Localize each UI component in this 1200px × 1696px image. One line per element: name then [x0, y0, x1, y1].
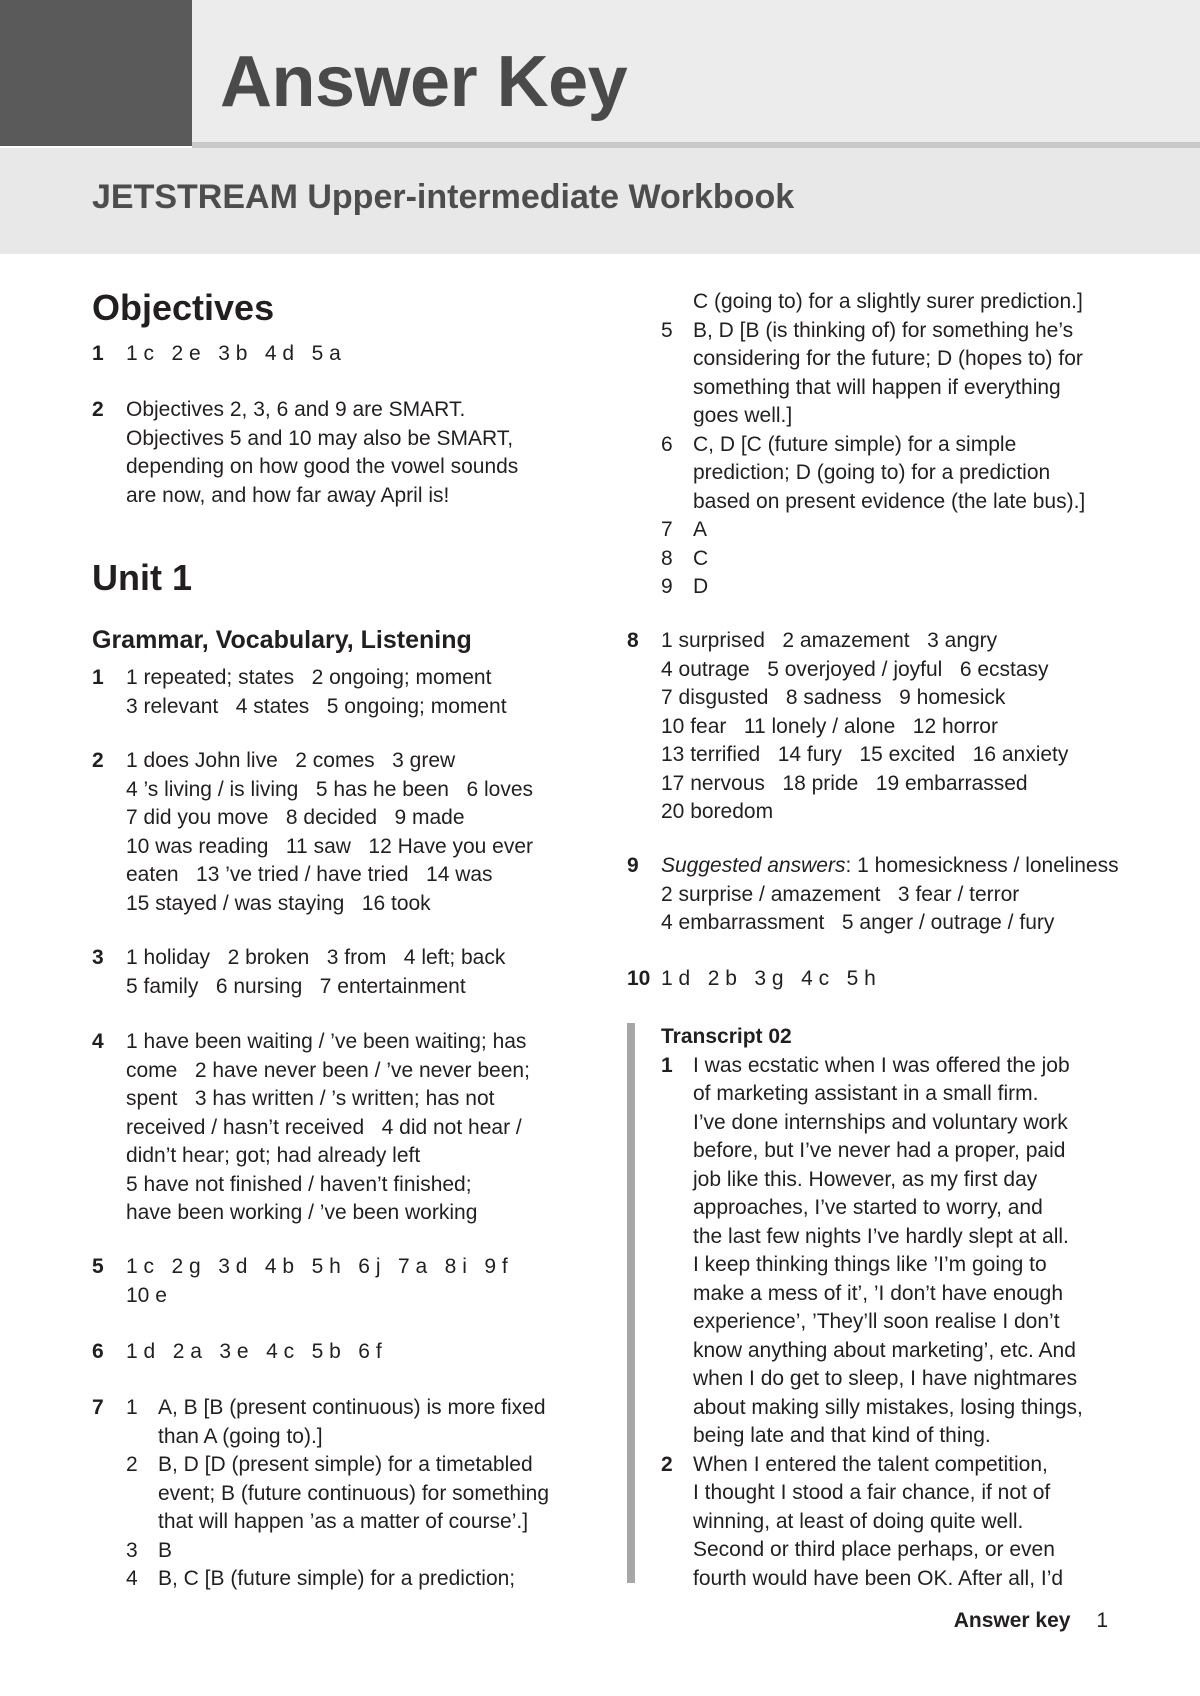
answer-line: C, D [C (future simple) for a simple [693, 432, 1017, 456]
transcript-line: the last few nights I’ve hardly slept at all. [693, 1224, 1069, 1248]
answer-line: spent 3 has written / ’s written; has not [126, 1087, 495, 1110]
transcript-line: know anything about marketing’, etc. And [693, 1338, 1076, 1362]
answer-line: 1 surprised 2 amazement 3 angry [661, 629, 998, 652]
answer-line: eaten 13 ’ve tried / have tried 14 was [126, 863, 493, 886]
transcript-bar [627, 1023, 635, 1583]
answer-line: have been working / ’ve been working [126, 1201, 478, 1224]
answer-line: received / hasn’t received 4 did not hear / [126, 1115, 522, 1139]
answer-line: 17 nervous 18 pride 19 embarrassed [661, 771, 1028, 795]
page-number: 1 [1096, 1609, 1108, 1632]
answer-line: 1 repeated; states 2 ongoing; moment [126, 666, 492, 689]
sub-answer [661, 288, 1127, 317]
answer-line: 10 fear 11 lonely / alone 12 horror [661, 714, 998, 738]
unit-subheading: Grammar, Vocabulary, Listening [92, 626, 472, 654]
answer-line: Objectives 2, 3, 6 and 9 are SMART. [126, 398, 466, 421]
sub-number: 9 [661, 575, 673, 598]
item-number: 1 [92, 342, 104, 365]
sub-number: 5 [661, 318, 673, 342]
answer-line: something that will happen if everything [693, 375, 1061, 399]
answer-line: A, B [B (present continuous) is more fixed [158, 1396, 546, 1419]
sub-answer [661, 516, 1127, 545]
transcript-line: being late and that kind of thing. [693, 1424, 991, 1447]
answer-line: 1 d 2 a 3 e 4 c 5 b 6 f [126, 1340, 382, 1363]
answer-line: 1 does John live 2 comes 3 grew [126, 749, 456, 772]
unit1-item-7 [92, 1394, 572, 1594]
page-footer [954, 1609, 1108, 1633]
unit1-item-5 [92, 1253, 572, 1310]
item-number: 6 [92, 1340, 104, 1363]
sub-number: 1 [126, 1396, 138, 1419]
answer-line: A [693, 518, 708, 541]
answer-line: 20 boredom [661, 800, 774, 823]
answer-line: 4 ’s living / is living 5 has he been 6 loves [126, 777, 534, 801]
answer-line: 10 was reading 11 saw 12 Have you ever [126, 834, 534, 858]
sub-answer [661, 431, 1127, 517]
sub-number: 2 [126, 1453, 138, 1476]
unit1-item-4 [92, 1028, 572, 1228]
answer-line: 5 family 6 nursing 7 entertainment [126, 974, 466, 998]
unit-heading: Unit 1 [92, 557, 193, 598]
answer-line: C (going to) for a slightly surer prediction.] [693, 290, 1083, 313]
transcript-line: I keep thinking things like ’I’m going to [693, 1253, 1047, 1276]
book-title: JETSTREAM Upper-intermediate Workbook [92, 178, 795, 216]
transcript-paragraph [661, 1451, 1127, 1594]
sub-answer [126, 1537, 572, 1566]
transcript-line: job like this. However, as my first day [693, 1167, 1038, 1191]
transcript-line: make a mess of it’, ’I don’t have enough [693, 1281, 1064, 1305]
answer-line: 1 d 2 b 3 g 4 c 5 h [661, 967, 876, 990]
answer-line: Objectives 5 and 10 may also be SMART, [126, 426, 514, 450]
unit1-item-10 [627, 965, 1127, 994]
unit1-item-2 [92, 747, 572, 918]
answer-line: didn’t hear; got; had already left [126, 1144, 421, 1167]
answer-line: that will happen ’as a matter of course’.] [158, 1510, 529, 1533]
item-number: 2 [92, 398, 104, 421]
transcript-line: I thought I stood a fair chance, if not of [693, 1481, 1051, 1504]
unit1-item-9 [627, 852, 1127, 938]
footer-label: Answer key [953, 1609, 1071, 1632]
transcript-title: Transcript 02 [661, 1025, 792, 1048]
objectives-item-2 [92, 396, 572, 510]
answer-line: 2 surprise / amazement 3 fear / terror [661, 882, 1020, 906]
answer-line: C [693, 546, 709, 570]
sub-answer [126, 1451, 572, 1537]
unit1-item-6 [92, 1338, 572, 1367]
answer-line: come 2 have never been / ’ve never been; [126, 1058, 530, 1082]
transcript-box [627, 1023, 1127, 1593]
sub-answer [661, 573, 1127, 602]
answer-line: 7 disgusted 8 sadness 9 homesick [661, 686, 1006, 709]
answer-line: considering for the future; D (hopes to) for [693, 347, 1083, 370]
suggested-answers-label: Suggested answers [661, 854, 846, 877]
answer-line: 15 stayed / was staying 16 took [126, 891, 431, 915]
item-number: 7 [92, 1396, 104, 1419]
answer-line: 3 relevant 4 states 5 ongoing; moment [126, 694, 507, 718]
answer-line: 1 holiday 2 broken 3 from 4 left; back [126, 946, 506, 969]
answer-line: based on present evidence (the late bus).] [693, 489, 1086, 513]
transcript-line: approaches, I’ve started to worry, and [693, 1196, 1043, 1219]
answer-text: : 1 homesickness / loneliness [845, 854, 1119, 877]
transcript-paragraph [661, 1052, 1127, 1451]
answer-line: D [693, 575, 709, 598]
sub-number: 6 [661, 432, 673, 456]
transcript-line: winning, at least of doing quite well. [693, 1509, 1024, 1533]
answer-line: 5 have not finished / haven’t finished; [126, 1172, 472, 1196]
answer-line: B, D [D (present simple) for a timetabled [158, 1453, 533, 1476]
sub-number: 7 [661, 518, 673, 541]
sub-number: 3 [126, 1538, 138, 1562]
answer-line: B, C [B (future simple) for a prediction; [158, 1567, 516, 1590]
sub-number: 4 [126, 1567, 138, 1590]
answer-line: 13 terrified 14 fury 15 excited 16 anxiety [661, 743, 1069, 766]
unit1-item-7-continued [627, 288, 1127, 602]
answer-line: 7 did you move 8 decided 9 made [126, 806, 465, 829]
item-number: 3 [92, 946, 104, 969]
answer-line: prediction; D (going to) for a prediction [693, 461, 1051, 484]
item-number: 5 [92, 1255, 104, 1278]
answer-line: depending on how good the vowel sounds [126, 455, 519, 478]
sub-answer [661, 317, 1127, 431]
transcript-line: I was ecstatic when I was offered the job [693, 1053, 1070, 1077]
unit1-item-3 [92, 944, 572, 1001]
answer-line: B, D [B (is thinking of) for something he’s [693, 318, 1074, 342]
unit1-item-8 [627, 627, 1127, 827]
answer-line: B [158, 1538, 173, 1562]
paragraph-number: 1 [661, 1053, 673, 1077]
unit1-item-1 [92, 664, 572, 721]
answer-line [661, 852, 1127, 881]
answer-line: 4 embarrassment 5 anger / outrage / fury [661, 911, 1055, 934]
header-dark-block [0, 0, 192, 146]
transcript-line: I’ve done internships and voluntary work [693, 1110, 1068, 1134]
item-number: 10 [627, 967, 651, 990]
transcript-line: about making silly mistakes, losing things, [693, 1395, 1083, 1419]
sub-answer [126, 1394, 572, 1451]
sub-answer [661, 545, 1127, 574]
objectives-item-1 [92, 340, 572, 369]
answer-line: 1 c 2 e 3 b 4 d 5 a [126, 342, 341, 365]
transcript-line: when I do get to sleep, I have nightmares [693, 1367, 1078, 1390]
answer-line: 1 c 2 g 3 d 4 b 5 h 6 j 7 a 8 i 9 f [126, 1255, 508, 1278]
page-title: Answer Key [220, 42, 628, 122]
transcript-line: When I entered the talent competition, [693, 1452, 1048, 1476]
transcript-line: before, but I’ve never had a proper, paid [693, 1139, 1066, 1162]
transcript-line: experience’, ’They’ll soon realise I don’t [693, 1310, 1060, 1333]
sub-number: 8 [661, 546, 673, 570]
transcript-line: Second or third place perhaps, or even [693, 1538, 1055, 1561]
answer-line: than A (going to).] [158, 1424, 323, 1448]
item-number: 1 [92, 666, 104, 689]
transcript-line: fourth would have been OK. After all, I’d [693, 1566, 1064, 1590]
item-number: 2 [92, 749, 104, 772]
item-number: 8 [627, 629, 639, 652]
answer-line: 1 have been waiting / ’ve been waiting; has [126, 1030, 527, 1053]
item-number: 9 [627, 854, 639, 877]
answer-line: 4 outrage 5 overjoyed / joyful 6 ecstasy [661, 657, 1049, 681]
answer-line: 10 e [126, 1283, 167, 1307]
answer-line: event; B (future continuous) for something [158, 1481, 550, 1505]
sub-answer [126, 1565, 572, 1594]
paragraph-number: 2 [661, 1452, 673, 1476]
transcript-line: of marketing assistant in a small firm. [693, 1082, 1039, 1105]
item-number: 4 [92, 1030, 104, 1053]
answer-line: goes well.] [693, 404, 793, 427]
objectives-heading: Objectives [92, 287, 275, 328]
answer-line: are now, and how far away April is! [126, 483, 450, 507]
